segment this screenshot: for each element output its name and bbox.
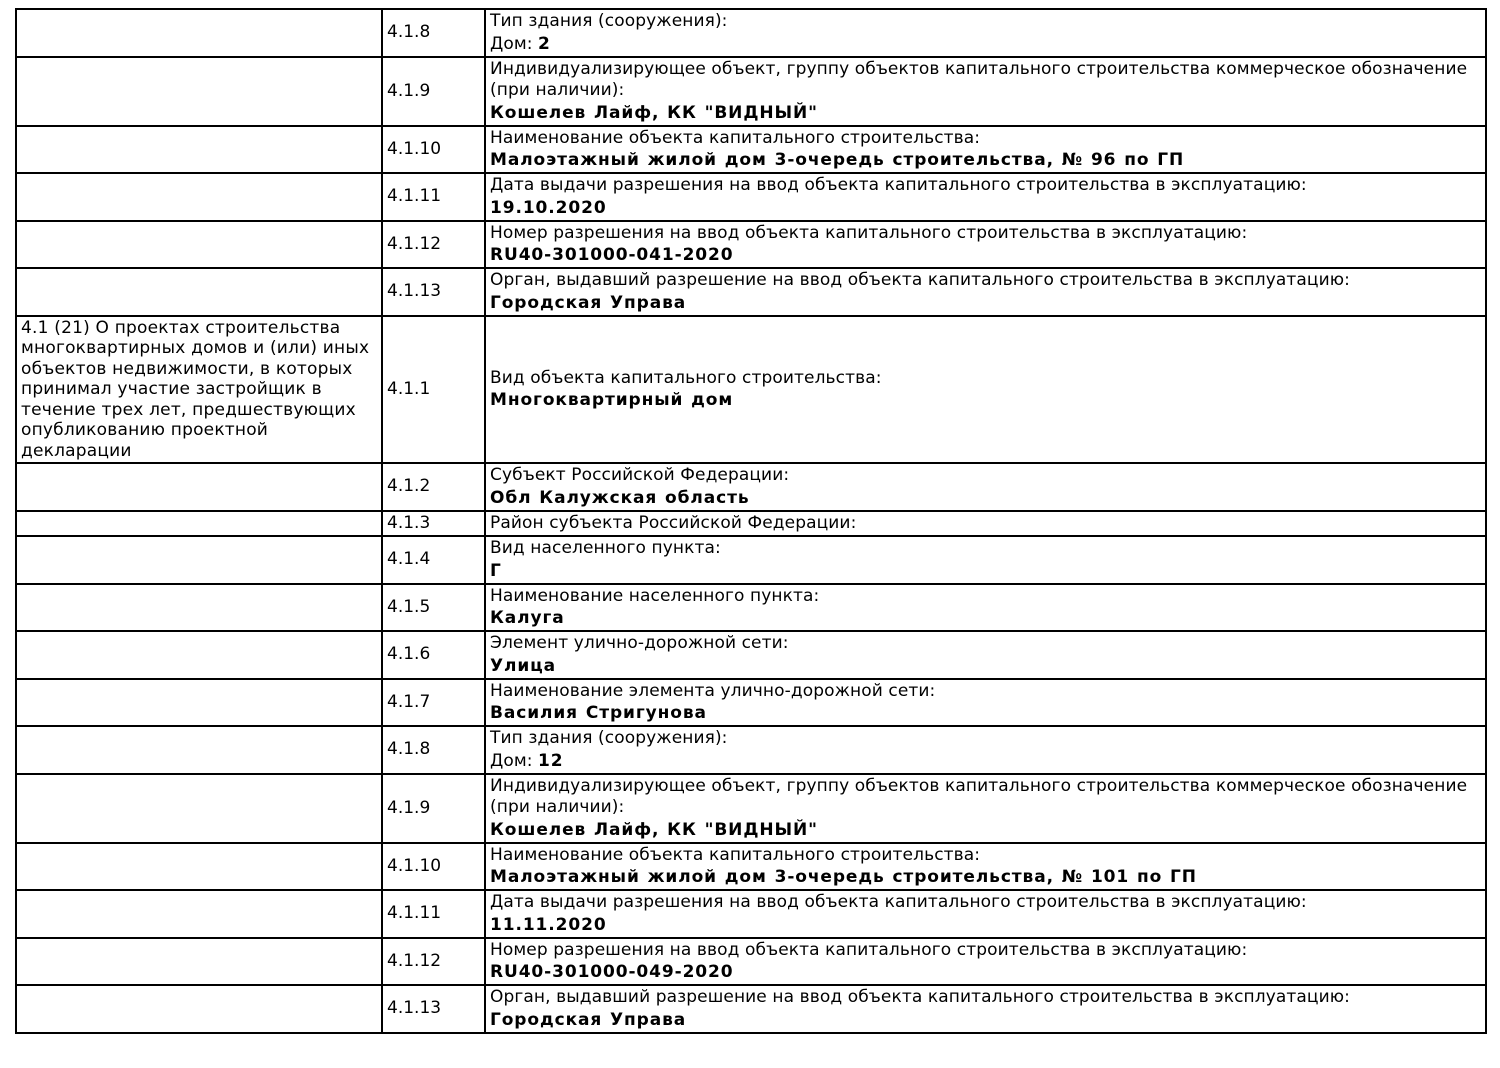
row-code-cell [382, 843, 485, 891]
row-code: 4.1.9 [387, 80, 431, 101]
row-code: 4.1.6 [387, 644, 431, 665]
row-code-cell [382, 631, 485, 679]
section-cell [16, 268, 382, 316]
field-value-line [490, 866, 1481, 888]
table-row [16, 679, 1486, 727]
table-row [16, 57, 1486, 126]
row-content-cell [485, 938, 1486, 986]
row-code-cell [382, 938, 485, 986]
section-title: 4.1 (21) О проектах строительства многоквартирных домов и (или) иных объектов недвижимости, в которых принимал участие застройщик в течение трех лет, предшествующих опубликованию проектной декларации [21, 317, 370, 461]
row-code: 4.1.9 [387, 797, 431, 818]
row-content-cell [485, 985, 1486, 1033]
field-label: Элемент улично-дорожной сети: [490, 633, 789, 653]
field-value: Г [490, 560, 502, 581]
row-code-cell [382, 985, 485, 1033]
row-content-cell [485, 843, 1486, 891]
row-code: 4.1.3 [387, 512, 431, 533]
table-row [16, 511, 1486, 537]
field-value: Малоэтажный жилой дом 3-очередь строительства, № 96 по ГП [490, 150, 1185, 170]
row-content-cell [485, 679, 1486, 727]
field-value-line [490, 914, 1481, 936]
row-content-cell [485, 268, 1486, 316]
row-code-cell [382, 221, 485, 269]
field-value-line [490, 607, 1481, 629]
section-cell [16, 221, 382, 269]
row-code-cell [382, 463, 485, 511]
table-row [16, 221, 1486, 269]
row-code: 4.1.10 [387, 855, 442, 876]
field-label: Дата выдачи разрешения на ввод объекта капитального строительства в эксплуатацию: [490, 175, 1307, 195]
field-value-line [490, 102, 1481, 124]
section-cell [16, 316, 382, 464]
section-cell [16, 985, 382, 1033]
field-value-line [490, 655, 1481, 677]
section-cell [16, 843, 382, 891]
field-value: RU40-301000-041-2020 [490, 245, 734, 265]
field-value-line [490, 197, 1481, 219]
row-code-cell [382, 890, 485, 938]
row-content-cell [485, 173, 1486, 221]
field-label: Наименование объекта капитального строительства: [490, 127, 981, 148]
field-value-prefix: Дом: [490, 750, 533, 771]
field-value-line [490, 1009, 1481, 1031]
field-value-line [490, 560, 1481, 582]
field-value: 11.11.2020 [490, 914, 607, 935]
field-value-line [490, 961, 1481, 983]
field-value: 19.10.2020 [490, 197, 607, 218]
field-value-line [490, 389, 1481, 411]
field-value: RU40-301000-049-2020 [490, 962, 734, 982]
row-code-cell [382, 679, 485, 727]
section-cell [16, 173, 382, 221]
section-cell [16, 126, 382, 174]
row-code-cell [382, 126, 485, 174]
row-code-cell [382, 268, 485, 316]
field-value-line [490, 819, 1481, 841]
field-label: Наименование населенного пункта: [490, 585, 820, 606]
field-label: Номер разрешения на ввод объекта капитального строительства в эксплуатацию: [490, 939, 1248, 960]
table-row [16, 726, 1486, 774]
field-value-line [490, 244, 1481, 266]
field-value-line [490, 33, 1481, 55]
field-value: Городская Управа [490, 1009, 687, 1030]
row-content-cell [485, 463, 1486, 511]
row-code: 4.1.7 [387, 691, 431, 712]
row-content-cell [485, 774, 1486, 843]
section-cell [16, 57, 382, 126]
field-value-line [490, 149, 1481, 171]
row-content-cell [485, 631, 1486, 679]
table-row [16, 316, 1486, 464]
row-code: 4.1.12 [387, 233, 442, 254]
row-code: 4.1.11 [387, 186, 442, 207]
field-label: Вид объекта капитального строительства: [490, 367, 882, 388]
table-row [16, 126, 1486, 174]
table-row [16, 268, 1486, 316]
row-code: 4.1.10 [387, 138, 442, 159]
row-code: 4.1.4 [387, 549, 431, 570]
row-code-cell [382, 536, 485, 584]
section-cell [16, 726, 382, 774]
declaration-table-body [16, 9, 1486, 1033]
row-content-cell [485, 584, 1486, 632]
row-content-cell [485, 511, 1486, 537]
field-label: Орган, выдавший разрешение на ввод объекта капитального строительства в эксплуатацию: [490, 987, 1350, 1007]
field-value-line [490, 702, 1481, 724]
row-content-cell [485, 9, 1486, 57]
table-row [16, 9, 1486, 57]
row-code: 4.1.8 [387, 22, 431, 43]
field-value-line [490, 292, 1481, 314]
field-label: Тип здания (сооружения): [490, 11, 728, 31]
row-code: 4.1.8 [387, 739, 431, 760]
field-label: Номер разрешения на ввод объекта капитального строительства в эксплуатацию: [490, 222, 1248, 243]
table-row [16, 985, 1486, 1033]
section-cell [16, 679, 382, 727]
field-value: 12 [538, 750, 564, 771]
row-code-cell [382, 511, 485, 537]
field-value: Василия Стригунова [490, 703, 707, 723]
table-row [16, 843, 1486, 891]
row-content-cell [485, 890, 1486, 938]
row-code-cell [382, 774, 485, 843]
section-cell [16, 938, 382, 986]
table-row [16, 774, 1486, 843]
field-value: Городская Управа [490, 292, 687, 313]
row-code-cell [382, 316, 485, 464]
row-code-cell [382, 57, 485, 126]
row-code-cell [382, 584, 485, 632]
table-row [16, 463, 1486, 511]
row-code: 4.1.1 [387, 378, 431, 399]
section-cell [16, 774, 382, 843]
field-label: Вид населенного пункта: [490, 538, 721, 558]
field-value: Улица [490, 655, 557, 676]
row-content-cell [485, 536, 1486, 584]
table-row [16, 890, 1486, 938]
field-value: Малоэтажный жилой дом 3-очередь строительства, № 101 по ГП [490, 867, 1197, 887]
field-value-prefix: Дом: [490, 33, 533, 54]
row-code: 4.1.11 [387, 903, 442, 924]
row-content-cell [485, 221, 1486, 269]
row-code-cell [382, 173, 485, 221]
field-label: Индивидуализирующее объект, группу объектов капитального строительства коммерческое обозначение (при наличии): [490, 58, 1468, 100]
section-cell [16, 536, 382, 584]
row-code: 4.1.2 [387, 476, 431, 497]
field-value: Кошелев Лайф, КК "ВИДНЫЙ" [490, 102, 818, 123]
row-content-cell [485, 726, 1486, 774]
field-value: Обл Калужская область [490, 487, 750, 508]
field-label: Наименование элемента улично-дорожной сети: [490, 680, 936, 701]
field-label: Субъект Российской Федерации: [490, 465, 790, 485]
field-label: Район субъекта Российской Федерации: [490, 512, 857, 533]
table-row [16, 938, 1486, 986]
field-value-line [490, 487, 1481, 509]
section-cell [16, 890, 382, 938]
field-value: Кошелев Лайф, КК "ВИДНЫЙ" [490, 819, 818, 840]
row-code: 4.1.13 [387, 281, 442, 302]
field-label: Дата выдачи разрешения на ввод объекта капитального строительства в эксплуатацию: [490, 892, 1307, 912]
section-cell [16, 9, 382, 57]
table-row [16, 631, 1486, 679]
field-label: Наименование объекта капитального строительства: [490, 844, 981, 865]
table-row [16, 173, 1486, 221]
table-row [16, 584, 1486, 632]
field-label: Индивидуализирующее объект, группу объектов капитального строительства коммерческое обозначение (при наличии): [490, 775, 1468, 817]
section-cell [16, 511, 382, 537]
section-cell [16, 463, 382, 511]
field-value-line [490, 750, 1481, 772]
declaration-table [15, 8, 1487, 1034]
field-value: Калуга [490, 608, 565, 628]
section-cell [16, 584, 382, 632]
field-label: Орган, выдавший разрешение на ввод объекта капитального строительства в эксплуатацию: [490, 270, 1350, 290]
field-value: Многоквартирный дом [490, 390, 734, 410]
row-content-cell [485, 126, 1486, 174]
row-code: 4.1.5 [387, 596, 431, 617]
row-code-cell [382, 9, 485, 57]
table-row [16, 536, 1486, 584]
field-label: Тип здания (сооружения): [490, 728, 728, 748]
row-code: 4.1.13 [387, 998, 442, 1019]
section-cell [16, 631, 382, 679]
row-content-cell [485, 316, 1486, 464]
field-value: 2 [538, 33, 551, 54]
row-content-cell [485, 57, 1486, 126]
row-code: 4.1.12 [387, 950, 442, 971]
row-code-cell [382, 726, 485, 774]
